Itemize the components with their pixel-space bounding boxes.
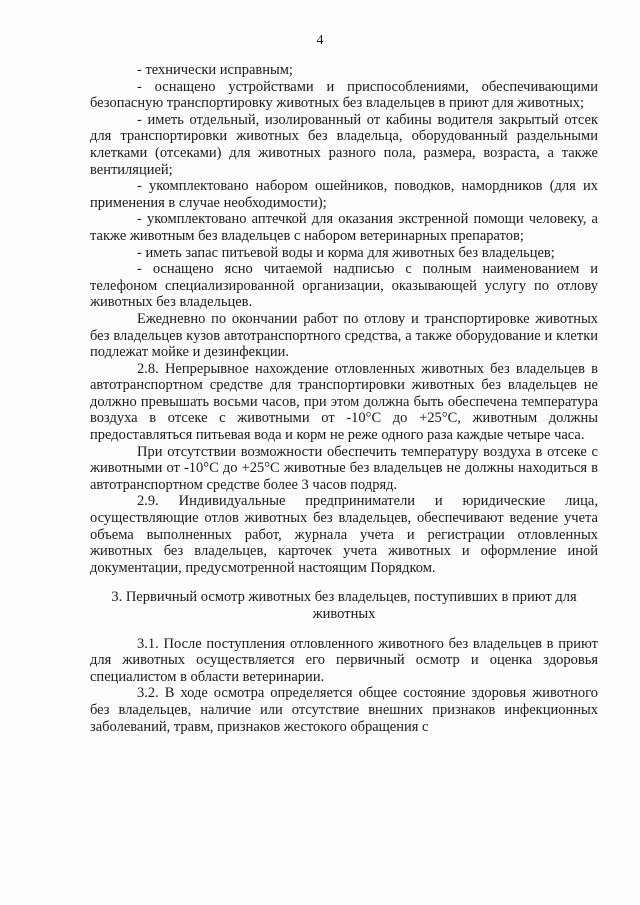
list-item: - укомплектовано набором ошейников, поводков, намордников (для их применения в случае необходимости); bbox=[90, 178, 598, 211]
document-body bbox=[90, 62, 598, 735]
list-item: - оснащено устройствами и приспособлениями, обеспечивающими безопасную транспортировку животных без владельцев в приют для животных; bbox=[90, 78, 598, 112]
section-heading: 3. Первичный осмотр животных без владельцев, поступивших в приют для животных bbox=[111, 589, 577, 622]
paragraph-2-9: 2.9. Индивидуальные предприниматели и юридические лица, осуществляющие отлов животных без владельцев, обеспечивают ведение учета объема выполненных работ, журнала учета и регистрации отловленных животных без владельцев, карточек учета животных и оформление иной документации, предусмотренной настоящим Порядком. bbox=[90, 493, 598, 576]
paragraph-2-8: 2.8. Непрерывное нахождение отловленных животных без владельцев в автотранспортном средстве для транспортировки животных без владельцев не должно превышать восьми часов, при этом должна быть обеспечена температура воздуха в отсеке с животными от -10°С до +25°С, животным должны предоставляться питьевая вода и корм не реже одного раза каждые четыре часа. bbox=[90, 360, 598, 444]
list-item: - иметь отдельный, изолированный от кабины водителя закрытый отсек для транспортировки животных без владельца, оборудованный раздельными клетками (отсеками) для животных разного пола, размера, возраста, а также вентиляцией; bbox=[90, 111, 598, 178]
paragraph: Ежедневно по окончании работ по отлову и транспортировке животных без владельцев кузов автотранспортного средства, а также оборудование и клетки подлежат мойке и дезинфекции. bbox=[90, 310, 598, 361]
list-item: - укомплектовано аптечкой для оказания экстренной помощи человеку, а также животным без владельцев с набором ветеринарных препаратов; bbox=[90, 211, 598, 244]
list-item: - оснащено ясно читаемой надписью с полным наименованием и телефоном специализированной организации, оказывающей услугу по отлову животных без владельцев. bbox=[90, 261, 598, 311]
paragraph: При отсутствии возможности обеспечить температуру воздуха в отсеке с животными от -10°С до +25°С животные без владельцев не должны находиться в автотранспортном средстве более 3 часов подряд. bbox=[90, 443, 598, 493]
paragraph-3-2: 3.2. В ходе осмотра определяется общее состояние здоровья животного без владельцев, наличие или отсутствие внешних признаков инфекционных заболеваний, травм, признаков жестокого обращения с bbox=[90, 685, 598, 735]
paragraph-3-1: 3.1. После поступления отловленного животного без владельцев в приют для животных осуществляется его первичный осмотр и оценка здоровья специалистом в области ветеринарии. bbox=[90, 635, 598, 685]
page-number: 4 bbox=[316, 33, 324, 48]
list-item: - иметь запас питьевой воды и корма для животных без владельцев; bbox=[137, 244, 555, 261]
list-item: - технически исправным; bbox=[137, 62, 293, 78]
